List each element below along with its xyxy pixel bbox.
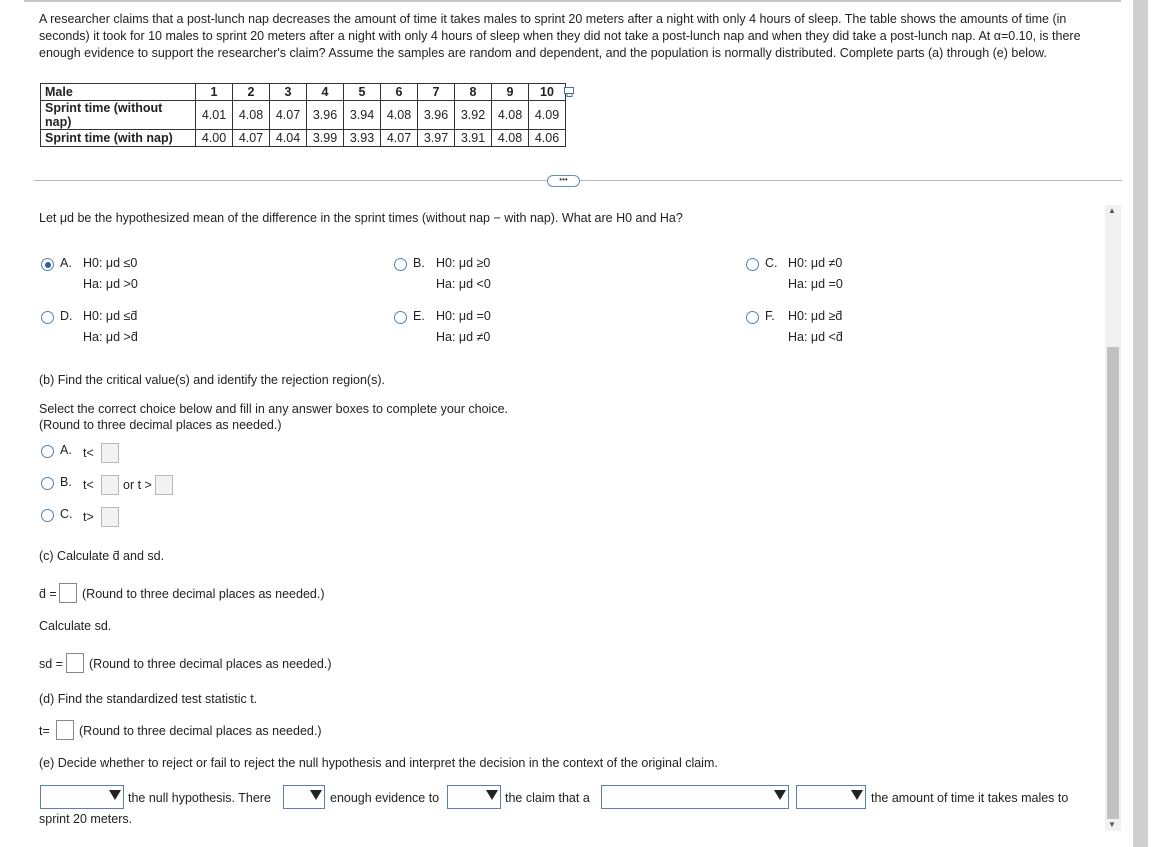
male-number: 8: [455, 84, 492, 101]
claim-effect-dropdown[interactable]: [796, 785, 866, 809]
option-f-radio[interactable]: [746, 311, 759, 324]
critical-text: t>: [83, 510, 94, 524]
table-cell: 4.08: [233, 101, 270, 130]
critical-option-a-radio[interactable]: [41, 445, 54, 458]
window-edge: [1133, 0, 1148, 847]
option-a-radio[interactable]: [41, 258, 54, 271]
table-cell: 4.09: [529, 101, 566, 130]
sd-label: sd =: [39, 657, 63, 671]
dbar-label: d̄ =: [39, 587, 57, 601]
sentence-part-4: the amount of time it takes males to: [871, 791, 1069, 805]
table-cell: 3.91: [455, 130, 492, 147]
option-h0: H0: μd =0: [436, 309, 491, 323]
option-letter: F.: [765, 309, 775, 323]
t-round-note: (Round to three decimal places as needed.): [79, 724, 322, 738]
chevron-down-icon: [310, 790, 322, 800]
option-d-radio[interactable]: [41, 311, 54, 324]
male-number: 1: [196, 84, 233, 101]
expand-button[interactable]: •••: [547, 175, 580, 187]
critical-value-input[interactable]: [101, 507, 119, 527]
part-c-question: (c) Calculate d̄ and sd.: [39, 549, 165, 563]
part-b-question: (b) Find the critical value(s) and identify the rejection region(s).: [39, 373, 385, 387]
option-letter: D.: [60, 309, 73, 323]
male-number: 2: [233, 84, 270, 101]
table-cell: 3.92: [455, 101, 492, 130]
copy-table-icon[interactable]: [564, 87, 575, 98]
critical-option-b-radio[interactable]: [41, 477, 54, 490]
row-label-with-nap: Sprint time (with nap): [41, 130, 196, 147]
decision-dropdown[interactable]: [40, 785, 124, 809]
evidence-dropdown[interactable]: [283, 785, 325, 809]
part-b-instruction: Select the correct choice below and fill in any answer boxes to complete your choice.: [39, 402, 508, 416]
option-h0: H0: μd ≥0: [436, 256, 491, 270]
critical-option-c-radio[interactable]: [41, 509, 54, 522]
option-letter: A.: [60, 443, 72, 457]
table-cell: 3.97: [418, 130, 455, 147]
table-cell: 4.06: [529, 130, 566, 147]
part-a-question: Let μd be the hypothesized mean of the difference in the sprint times (without nap − with nap). What are H0 and Ha?: [39, 211, 683, 225]
scrollbar-thumb[interactable]: [1107, 347, 1119, 819]
sd-input[interactable]: [66, 653, 84, 673]
option-h0: H0: μd ≠0: [788, 256, 843, 270]
part-d-question: (d) Find the standardized test statistic t.: [39, 692, 258, 706]
option-letter: C.: [60, 507, 73, 521]
part-b-round-note: (Round to three decimal places as needed.): [39, 418, 282, 432]
critical-text: t<: [83, 478, 94, 492]
claim-subject-dropdown[interactable]: [601, 785, 789, 809]
table-header-row: [41, 84, 566, 101]
table-cell: 4.08: [492, 101, 529, 130]
critical-value-input[interactable]: [101, 443, 119, 463]
option-ha: Ha: μd >0: [83, 277, 138, 291]
dbar-round-note: (Round to three decimal places as needed.): [82, 587, 325, 601]
t-statistic-input[interactable]: [56, 720, 74, 740]
table-cell: 3.99: [307, 130, 344, 147]
chevron-down-icon: [851, 790, 863, 800]
chevron-down-icon: [486, 790, 498, 800]
option-letter: A.: [60, 256, 72, 270]
table-cell: 4.01: [196, 101, 233, 130]
option-b-radio[interactable]: [394, 258, 407, 271]
table-row-without-nap: [41, 101, 566, 130]
table-cell: 4.08: [381, 101, 418, 130]
table-cell: 3.96: [307, 101, 344, 130]
top-rule: [24, 0, 1121, 2]
t-label: t=: [39, 724, 50, 738]
table-cell: 3.94: [344, 101, 381, 130]
chevron-down-icon: [774, 790, 786, 800]
row-label-without-nap: Sprint time (without nap): [41, 101, 196, 130]
table-cell: 4.08: [492, 130, 529, 147]
option-ha: Ha: μd =0: [788, 277, 843, 291]
male-number: 6: [381, 84, 418, 101]
scroll-up-icon[interactable]: ▲: [1108, 206, 1116, 215]
male-number: 3: [270, 84, 307, 101]
option-h0: H0: μd ≤d̄: [83, 309, 138, 323]
table-cell: 3.93: [344, 130, 381, 147]
sentence-part-5: sprint 20 meters.: [39, 812, 133, 826]
table-cell: 3.96: [418, 101, 455, 130]
option-h0: H0: μd ≤0: [83, 256, 138, 270]
option-c-radio[interactable]: [746, 258, 759, 271]
male-number: 10: [529, 84, 566, 101]
dbar-input[interactable]: [59, 583, 77, 603]
table-cell: 4.07: [381, 130, 418, 147]
part-e-question: (e) Decide whether to reject or fail to reject the null hypothesis and interpret the decision in the context of the original claim.: [39, 756, 718, 770]
male-number: 7: [418, 84, 455, 101]
chevron-down-icon: [109, 790, 121, 800]
option-ha: Ha: μd <0: [436, 277, 491, 291]
sentence-part-2: enough evidence to: [330, 791, 440, 805]
option-e-radio[interactable]: [394, 311, 407, 324]
table-cell: 4.00: [196, 130, 233, 147]
sprint-data-table: [40, 83, 566, 147]
support-reject-dropdown[interactable]: [447, 785, 501, 809]
option-letter: E.: [413, 309, 425, 323]
table-cell: 4.07: [270, 101, 307, 130]
table-cell: 4.04: [270, 130, 307, 147]
option-ha: Ha: μd <d̄: [788, 330, 843, 344]
table-row-with-nap: [41, 130, 566, 147]
sentence-part-3: the claim that a: [505, 791, 590, 805]
option-letter: B.: [413, 256, 425, 270]
option-h0: H0: μd ≥d̄: [788, 309, 843, 323]
critical-or-text: or t >: [123, 478, 152, 492]
header-label: Male: [41, 84, 196, 101]
option-letter: B.: [60, 475, 72, 489]
sd-round-note: (Round to three decimal places as needed.): [89, 657, 332, 671]
male-number: 9: [492, 84, 529, 101]
sentence-part-1: the null hypothesis. There: [128, 791, 271, 805]
option-letter: C.: [765, 256, 778, 270]
option-ha: Ha: μd >d̄: [83, 330, 138, 344]
critical-value-lower-input[interactable]: [101, 475, 119, 495]
table-cell: 4.07: [233, 130, 270, 147]
critical-value-upper-input[interactable]: [155, 475, 173, 495]
option-ha: Ha: μd ≠0: [436, 330, 491, 344]
scroll-down-icon[interactable]: ▼: [1108, 820, 1116, 829]
male-number: 5: [344, 84, 381, 101]
calculate-sd-text: Calculate sd.: [39, 619, 112, 633]
problem-statement: A researcher claims that a post-lunch nap decreases the amount of time it takes males to sprint 20 meters after a night with only 4 hours of sleep. The table shows the amounts of time (in seconds) it took for 10 males to sprint 20 meters after a night with only 4 hours of sleep when they did not take a post-lunch nap and when they did take a post-lunch nap. At α=0.10, is there enough evidence to support the researcher's claim? Assume the samples are random and dependent, and the population is normally distributed. Complete parts (a) through (e) below.: [39, 12, 1081, 60]
critical-text: t<: [83, 446, 94, 460]
male-number: 4: [307, 84, 344, 101]
